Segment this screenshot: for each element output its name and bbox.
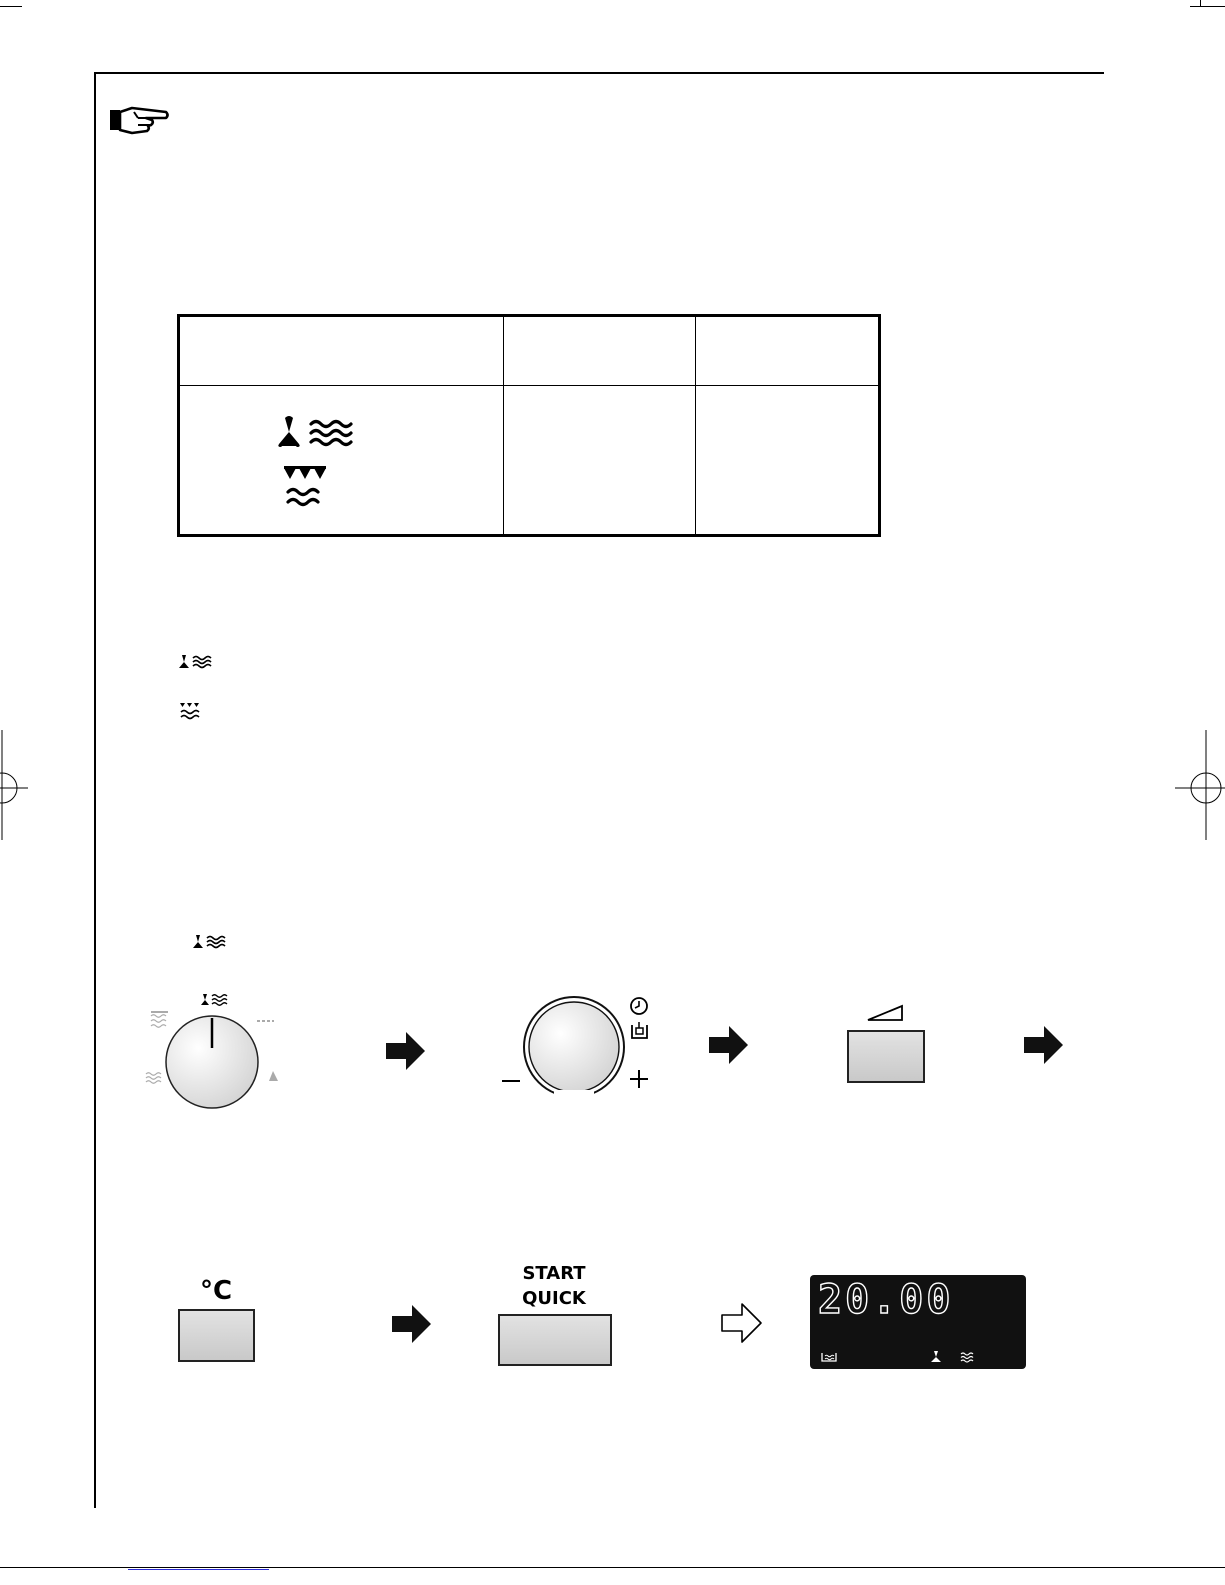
- table-cell-icons: [179, 386, 504, 536]
- arrow-right-outline-icon: [721, 1302, 763, 1344]
- table-cell-col2: [504, 386, 696, 536]
- start-quick-label-line2: QUICK: [522, 1288, 586, 1309]
- table-header-col3: [696, 316, 880, 386]
- clock-icon: [631, 998, 647, 1014]
- crop-mark: [1200, 0, 1201, 6]
- fan-microwave-icon: [201, 994, 227, 1005]
- weight-icon: [632, 1022, 647, 1038]
- arrow-right-icon: [386, 1032, 426, 1070]
- weight-icon: [820, 1349, 838, 1363]
- page-top-rule: [94, 72, 1104, 74]
- fan-microwave-icon: [177, 654, 213, 670]
- bottom-link-underline: [128, 1569, 269, 1570]
- crop-mark: [1190, 6, 1225, 7]
- grill-microwave-icon: [151, 1015, 166, 1028]
- temperature-button-label: °C: [199, 1276, 233, 1306]
- microwave-icon: [146, 1073, 161, 1084]
- grill-microwave-icon: [282, 466, 330, 512]
- control-dial[interactable]: [498, 992, 660, 1104]
- arrow-right-icon: [1024, 1026, 1064, 1064]
- oven-display: [810, 1275, 1026, 1369]
- fan-microwave-icon: [191, 934, 227, 950]
- pointing-hand-icon: [108, 104, 170, 136]
- fan-microwave-icon: [275, 414, 357, 450]
- table-header-col2: [504, 316, 696, 386]
- function-selector-knob[interactable]: [140, 988, 300, 1113]
- start-quick-label-line1: START: [522, 1263, 586, 1284]
- temperature-button[interactable]: [178, 1309, 255, 1362]
- microwave-icon: [960, 1351, 976, 1363]
- function-table: [177, 314, 881, 537]
- grill-microwave-icon: [179, 702, 201, 720]
- fan-icon: [930, 1351, 942, 1363]
- crop-mark: [0, 6, 22, 7]
- start-quick-button[interactable]: [498, 1314, 612, 1366]
- arrow-right-icon: [709, 1026, 749, 1064]
- table-cell-col3: [696, 386, 880, 536]
- registration-mark-left: [0, 730, 30, 840]
- fan-icon: [269, 1071, 278, 1081]
- power-level-icon: [866, 1004, 906, 1022]
- bottom-rule: [0, 1567, 1225, 1568]
- registration-mark-right: [1175, 730, 1225, 840]
- arrow-right-icon: [392, 1305, 432, 1343]
- power-level-button[interactable]: [847, 1030, 925, 1083]
- display-time: 20.00: [818, 1277, 954, 1323]
- page-left-rule: [94, 72, 96, 1508]
- table-header-function: [179, 316, 504, 386]
- plus-icon: [630, 1070, 648, 1088]
